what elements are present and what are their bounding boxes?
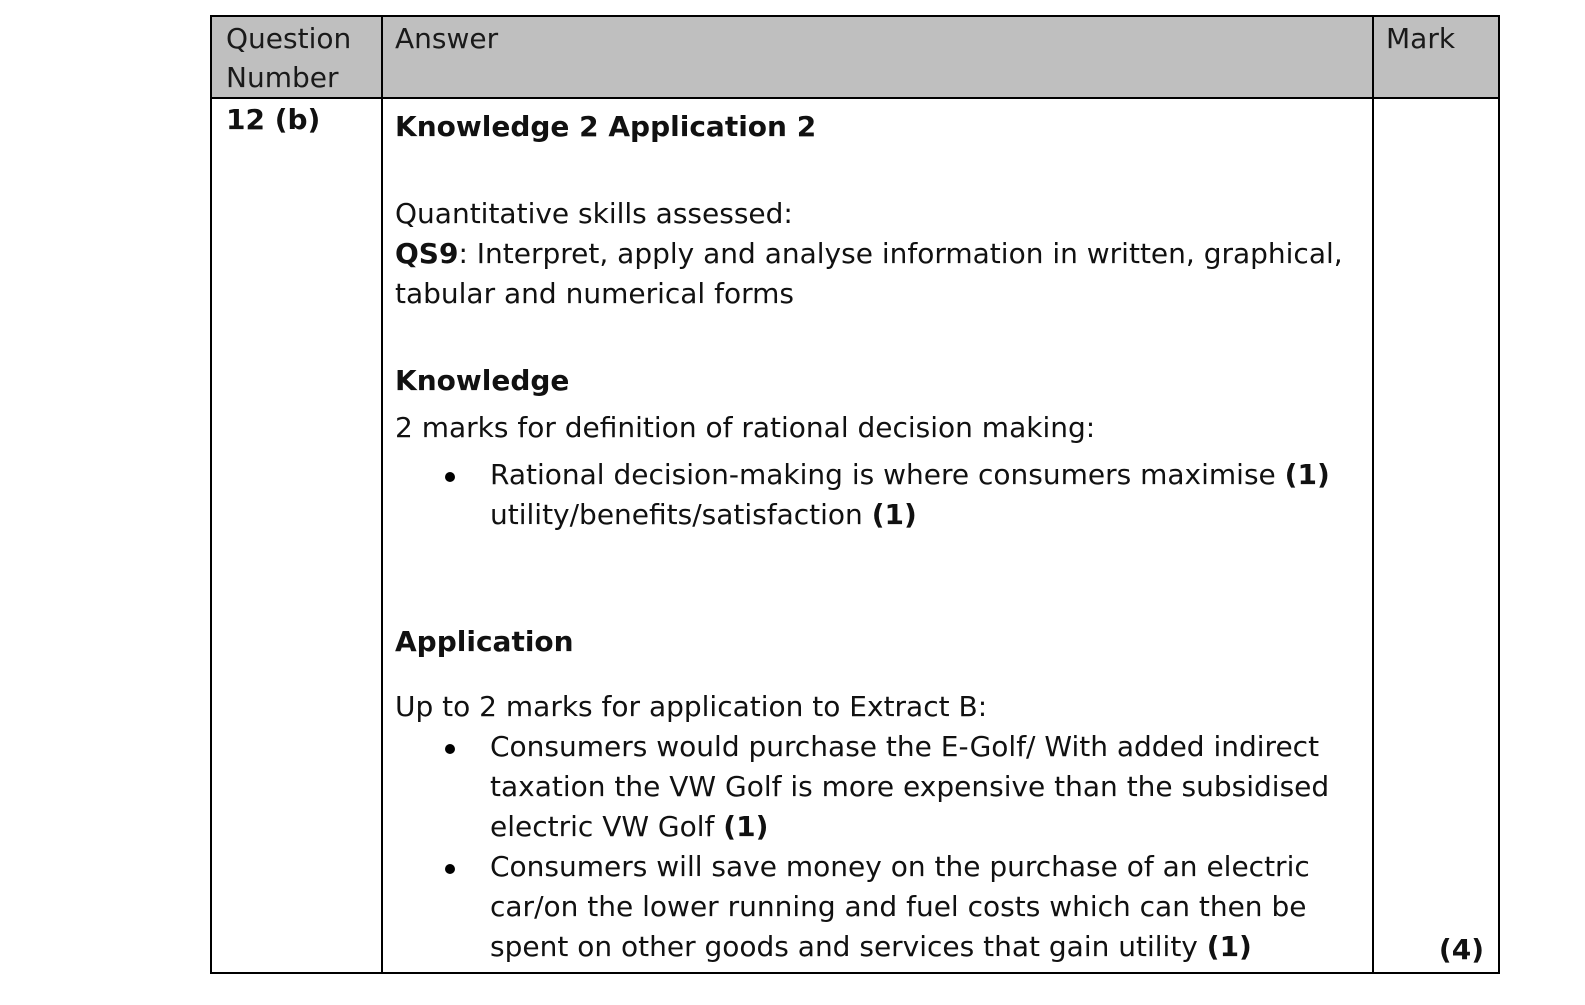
mark-scheme-table xyxy=(210,15,1500,974)
qs-heading: Quantitative skills assessed: xyxy=(395,197,793,230)
list-item: Consumers will save money on the purchase of an electric car/on the lower running and fuel costs which can then be spent on other goods and services that gain utility (1) xyxy=(395,847,1355,967)
list-item: Rational decision-making is where consumers maximise (1) utility/benefits/satisfaction (1) xyxy=(395,455,1355,535)
application-list xyxy=(395,727,1355,967)
bullet-icon xyxy=(445,864,455,874)
table-header-row xyxy=(212,17,1498,99)
bullet-icon xyxy=(445,744,455,754)
bullet-icon xyxy=(445,472,455,482)
knowledge-heading: Knowledge xyxy=(395,364,570,397)
mark-allocation: (1) xyxy=(1284,458,1330,491)
application-intro: Up to 2 marks for application to Extract B: xyxy=(395,690,988,723)
header-mark: Mark xyxy=(1386,22,1456,55)
mark-allocation: (1) xyxy=(871,498,917,531)
qs-text: : Interpret, apply and analyse information in written, graphical, tabular and numerical forms xyxy=(395,237,1343,310)
application-heading: Application xyxy=(395,625,574,658)
knowledge-intro: 2 marks for definition of rational decision making: xyxy=(395,411,1096,444)
qs-code: QS9 xyxy=(395,237,459,270)
knowledge-list xyxy=(395,455,1355,535)
header-answer: Answer xyxy=(395,22,499,55)
answer-title: Knowledge 2 Application 2 xyxy=(395,110,817,143)
mark-allocation: (1) xyxy=(1206,930,1252,963)
qs-description xyxy=(395,234,1355,314)
answer-cell xyxy=(395,107,1355,967)
question-number-cell: 12 (b) xyxy=(226,103,321,136)
list-item: Consumers would purchase the E-Golf/ With added indirect taxation the VW Golf is more expensive than the subsidised electric VW Golf (1) xyxy=(395,727,1355,847)
column-divider xyxy=(1372,17,1374,972)
mark-allocation: (1) xyxy=(723,810,769,843)
total-mark: (4) xyxy=(1438,933,1484,966)
header-question-number: Question Number xyxy=(226,22,352,94)
column-divider xyxy=(381,17,383,972)
